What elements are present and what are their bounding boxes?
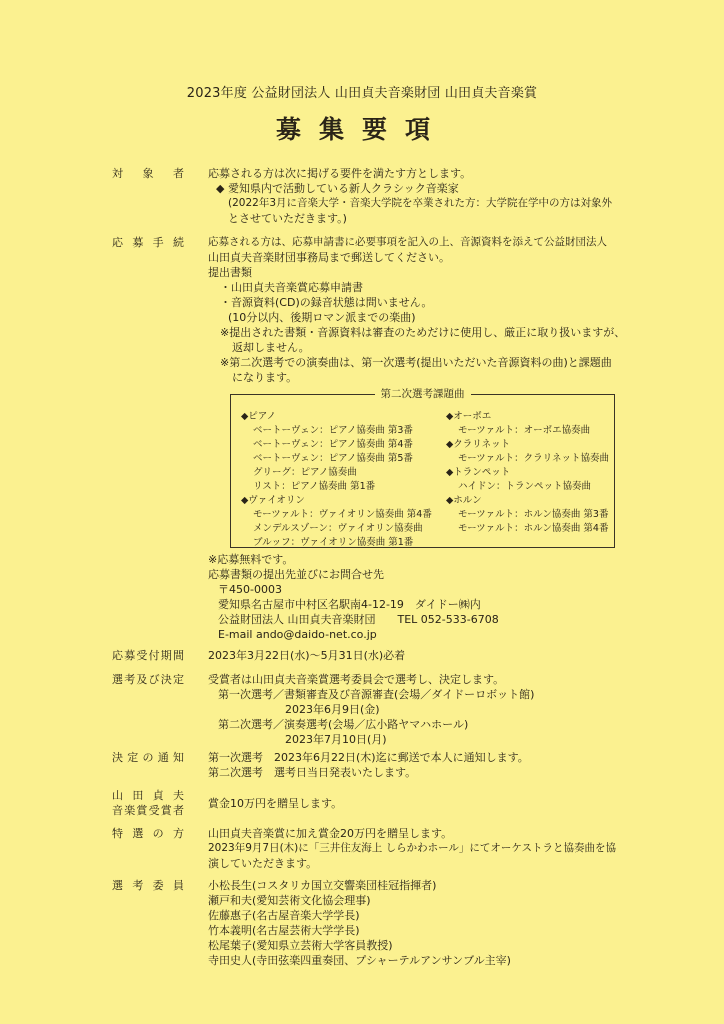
piece-item: ◆クラリネット <box>446 439 511 450</box>
label-notice: 決定の通知 <box>112 751 184 764</box>
target-line: ◆ 愛知県内で活動している新人クラシック音楽家 <box>216 182 459 195</box>
label-period: 応募受付期間 <box>112 649 184 662</box>
committee-member: 瀬戸和夫(愛知芸術文化協会理事) <box>208 894 371 907</box>
piece-item: モーツァルト：ホルン協奏曲 第3番 <box>458 509 609 520</box>
label-target: 対象者 <box>112 167 184 180</box>
special-line: 演していただきます。 <box>208 857 318 870</box>
selection-line: 受賞者は山田貞夫音楽賞選考委員会で選考し、決定します。 <box>208 673 505 686</box>
piece-item: モーツァルト：ヴァイオリン協奏曲 第4番 <box>253 509 432 520</box>
contact-line: 愛知県名古屋市中村区名駅南4-12-19 ダイドー㈱内 <box>218 598 481 611</box>
target-line: (2022年3月に音楽大学・音楽大学院を卒業された方：大学院在学中の方は対象外 <box>228 197 612 209</box>
label-special: 特選の方 <box>112 827 184 840</box>
contact-email: E-mail ando@daido-net.co.jp <box>218 628 377 641</box>
piece-item: ベートーヴェン：ピアノ協奏曲 第4番 <box>253 439 413 450</box>
selection-line: 第一次選考／書類審査及び音源審査(会場／ダイドーロボット館) <box>218 688 535 701</box>
special-line: 2023年9月7日(木)に「三井住友海上 しらかわホール」にてオーケストラと協奏曲を協 <box>208 842 616 854</box>
notice-line: 第一次選考 2023年6月22日(木)迄に郵送で本人に通知します。 <box>208 751 529 764</box>
award-line: 賞金10万円を贈呈します。 <box>208 797 343 810</box>
piece-item: ベートーヴェン：ピアノ協奏曲 第3番 <box>253 425 413 436</box>
procedure-line: 返却しません。 <box>232 341 310 354</box>
procedure-line: 応募される方は、応募申請書に必要事項を記入の上、音源資料を添えて公益財団法人 <box>208 236 607 248</box>
procedure-line: 提出書類 <box>208 266 252 279</box>
piece-item: グリーグ：ピアノ協奏曲 <box>253 467 357 478</box>
target-line: とさせていただきます。) <box>228 212 347 225</box>
procedure-line: ・山田貞夫音楽賞応募申請書 <box>220 281 363 294</box>
procedure-line: ※第二次選考での演奏曲は、第一次選考(提出いただいた音源資料の曲)と課題曲 <box>220 356 612 369</box>
committee-member: 寺田史人(寺田弦楽四重奏団、プシャーテルアンサンブル主宰) <box>208 954 511 967</box>
procedure-line: (10分以内、後期ロマン派までの楽曲) <box>228 311 416 324</box>
label-award-1: 山田貞夫 <box>112 789 184 802</box>
piece-item: ハイドン：トランペット協奏曲 <box>458 481 592 492</box>
page-title: 募集要項 <box>275 115 448 144</box>
target-line: 応募される方は次に掲げる要件を満たす方とします。 <box>208 167 472 180</box>
selection-line: 2023年7月10日(月) <box>285 733 387 746</box>
label-committee: 選考委員 <box>112 879 184 892</box>
piece-item: ◆ヴァイオリン <box>241 495 305 506</box>
contact-line: 公益財団法人 山田貞夫音楽財団 TEL 052-533-6708 <box>218 613 499 626</box>
piece-item: ベートーヴェン：ピアノ協奏曲 第5番 <box>253 453 413 464</box>
contact-line: 〒450-0003 <box>218 583 282 596</box>
piece-item: ◆ピアノ <box>241 411 277 422</box>
selection-line: 第二次選考／演奏選考(会場／広小路ヤマハホール) <box>218 718 469 731</box>
label-procedure: 応募手続 <box>112 236 184 249</box>
selection-line: 2023年6月9日(金) <box>285 703 380 716</box>
procedure-line: ・音源資料(CD)の録音状態は問いません。 <box>220 296 433 309</box>
piece-item: モーツァルト：ホルン協奏曲 第4番 <box>458 523 609 534</box>
committee-member: 小松長生(コスタリカ国立交響楽団桂冠指揮者) <box>208 879 437 892</box>
committee-member: 松尾葉子(愛知県立芸術大学客員教授) <box>208 939 393 952</box>
label-selection: 選考及び決定 <box>112 673 184 686</box>
piece-item: リスト：ピアノ協奏曲 第1番 <box>253 481 376 492</box>
piece-item: ◆トランペット <box>446 467 511 478</box>
period-line: 2023年3月22日(水)～5月31日(水)必着 <box>208 649 406 662</box>
contact-line: ※応募無料です。 <box>208 553 294 566</box>
label-award-2: 音楽賞受賞者 <box>112 804 184 817</box>
piece-item: メンデルスゾーン：ヴァイオリン協奏曲 <box>253 523 423 534</box>
procedure-line: になります。 <box>232 371 298 384</box>
piece-item: ◆ホルン <box>446 495 482 506</box>
piece-item: ブルッフ：ヴァイオリン協奏曲 第1番 <box>253 537 414 548</box>
special-line: 山田貞夫音楽賞に加え賞金20万円を贈呈します。 <box>208 827 453 840</box>
pieces-title: 第二次選考課題曲 <box>375 388 471 400</box>
piece-item: ◆オーボエ <box>446 411 492 422</box>
pieces-box <box>230 388 615 548</box>
procedure-line: ※提出された書類・音源資料は審査のためだけに使用し、厳正に取り扱いますが、 <box>220 326 626 339</box>
committee-member: 竹本義明(名古屋芸術大学学長) <box>208 924 360 937</box>
committee-member: 佐藤惠子(名古屋音楽大学学長) <box>208 909 360 922</box>
piece-item: モーツァルト：オーボエ協奏曲 <box>458 425 591 436</box>
notice-line: 第二次選考 選考日当日発表いたします。 <box>208 766 417 779</box>
contact-line: 応募書類の提出先並びにお問合せ先 <box>208 568 384 581</box>
procedure-line: 山田貞夫音楽財団事務局まで郵送してください。 <box>208 251 450 264</box>
piece-item: モーツァルト：クラリネット協奏曲 <box>458 453 609 464</box>
header-line: 2023年度 公益財団法人 山田貞夫音楽財団 山田貞夫音楽賞 <box>186 86 538 101</box>
